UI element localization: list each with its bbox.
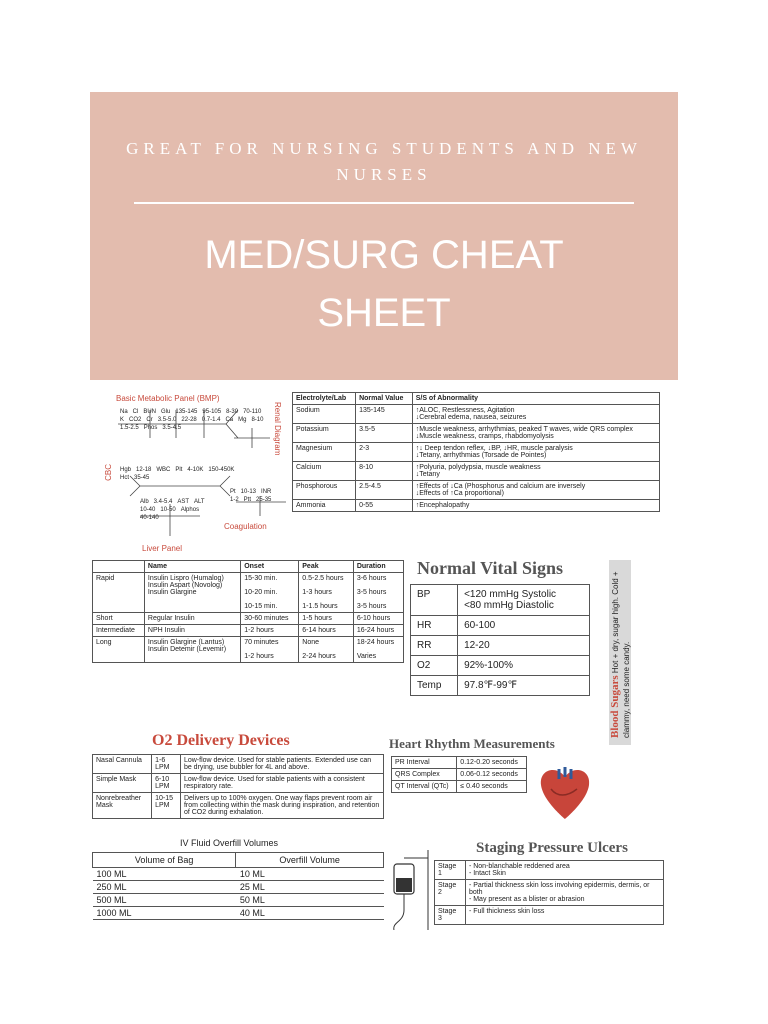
ulcer-row — [435, 861, 664, 880]
electrolyte-cell: ↑ALOC, Restlessness, Agitation ↓Cerebral edema, nausea, seizures — [412, 405, 659, 424]
vital-cell: O2 — [411, 656, 458, 676]
iv-header: Volume of Bag — [93, 853, 236, 868]
iv-header: Overfill Volume — [236, 853, 384, 868]
iv-cell: 100 ML — [93, 868, 236, 881]
vital-signs-table — [410, 584, 590, 696]
iv-cell: 250 ML — [93, 881, 236, 894]
bmp-value: Phos — [143, 425, 158, 431]
liver-values — [140, 498, 220, 522]
insulin-cell: 3-6 hours 3-5 hours 3-5 hours — [353, 573, 403, 613]
cheat-sheet — [90, 380, 678, 932]
electrolyte-cell: 2.5-4.5 — [356, 481, 413, 500]
iv-row — [93, 907, 384, 920]
title-line-2: SHEET — [317, 291, 451, 335]
cbc-value: Hgb — [120, 467, 132, 473]
electrolyte-cell: 2-3 — [356, 443, 413, 462]
bmp-value: 3.5-4.5 — [162, 425, 182, 431]
o2-device-cell: Delivers up to 100% oxygen. One way flaps prevent room air from collecting within the mask during inspiration, and retention of CO2 during exhalation. — [180, 793, 383, 819]
insulin-header: Name — [144, 561, 240, 573]
heart-rhythm-table — [391, 756, 527, 793]
pressure-ulcers-title: Staging Pressure Ulcers — [476, 840, 628, 856]
insulin-row — [93, 625, 404, 637]
bmp-value: 95-105 — [202, 409, 222, 415]
insulin-header — [93, 561, 145, 573]
insulin-row — [93, 613, 404, 625]
o2-device-row — [93, 774, 384, 793]
electrolyte-cell: ↑↓ Deep tendon reflex, ↓BP, ↓HR, muscle paralysis ↓Tetany, arrhythmias (Torsade de Pointes) — [412, 443, 659, 462]
bmp-value: Ca — [225, 417, 234, 423]
heart-icon — [537, 763, 593, 823]
vital-row — [411, 676, 590, 696]
bmp-value: 8-30 — [226, 409, 239, 415]
electrolyte-row — [293, 443, 660, 462]
bmp-value: 8-10 — [251, 417, 264, 423]
bmp-value: BUN — [143, 409, 157, 415]
ulcer-cell: Stage 1 — [435, 861, 466, 880]
iv-cell: 50 ML — [236, 894, 384, 907]
bmp-value: 3.5-5.0 — [157, 417, 177, 423]
electrolyte-row — [293, 424, 660, 443]
vital-cell: RR — [411, 636, 458, 656]
electrolyte-table — [292, 392, 660, 512]
bmp-value: Cr — [146, 417, 153, 423]
cbc-value: 4-10K — [187, 467, 204, 473]
cbc-value: 150-450K — [208, 467, 235, 473]
liver-value: 10-50 — [160, 507, 176, 513]
electrolyte-cell: Magnesium — [293, 443, 356, 462]
electrolyte-cell: ↑Encephalopathy — [412, 500, 659, 512]
electrolyte-header: Electrolyte/Lab — [293, 393, 356, 405]
cbc-value: 35-45 — [134, 475, 150, 481]
insulin-table — [92, 560, 404, 663]
electrolyte-cell: 8-10 — [356, 462, 413, 481]
liver-value: ALT — [194, 499, 205, 505]
vital-cell: BP — [411, 585, 458, 616]
bmp-value: 1.5-2.5 — [120, 425, 139, 431]
o2-device-cell: Nonrebreather Mask — [93, 793, 152, 819]
electrolyte-cell: Sodium — [293, 405, 356, 424]
o2-device-cell: 6-10 LPM — [152, 774, 181, 793]
insulin-cell: None 2-24 hours — [299, 637, 354, 663]
bmp-value: 70-110 — [243, 409, 262, 415]
ulcer-cell: - Non-blanchable reddened area - Intact Skin — [465, 861, 663, 880]
o2-device-cell: Simple Mask — [93, 774, 152, 793]
insulin-row — [93, 637, 404, 663]
iv-cell: 25 ML — [236, 881, 384, 894]
rhythm-cell: PR Interval — [392, 757, 457, 769]
insulin-cell: 15-30 min. 10-20 min. 10-15 min. — [241, 573, 299, 613]
insulin-header: Duration — [353, 561, 403, 573]
tagline: GREAT FOR NURSING STUDENTS AND NEW NURSES — [126, 139, 642, 184]
iv-row — [93, 894, 384, 907]
o2-device-cell: 1-6 LPM — [152, 755, 181, 774]
iv-row — [93, 868, 384, 881]
rhythm-row — [392, 757, 527, 769]
insulin-cell: Intermediate — [93, 625, 145, 637]
ulcer-cell: Stage 3 — [435, 906, 466, 925]
o2-device-cell: 10-15 LPM — [152, 793, 181, 819]
rhythm-row — [392, 769, 527, 781]
insulin-cell: Short — [93, 613, 145, 625]
coag-value: 10-13 — [240, 489, 257, 495]
cbc-value: Hct — [120, 475, 129, 481]
insulin-header: Onset — [241, 561, 299, 573]
o2-device-cell: Low-flow device. Used for stable patients. Extended use can be drying, use bubbler for 4L and above. — [180, 755, 383, 774]
coag-value: Pt — [230, 489, 236, 495]
ulcer-row — [435, 880, 664, 906]
o2-device-row — [93, 793, 384, 819]
vital-cell: 92%-100% — [458, 656, 590, 676]
coag-value: Ptt — [243, 497, 252, 503]
insulin-cell: Insulin Lispro (Humalog) Insulin Aspart (Novolog) Insulin Glargine — [144, 573, 240, 613]
o2-devices-title: O2 Delivery Devices — [152, 732, 290, 749]
insulin-cell: 1-2 hours — [241, 625, 299, 637]
renal-diagram-label: Renal Diagram — [273, 402, 282, 456]
vital-cell: 12-20 — [458, 636, 590, 656]
rhythm-row — [392, 781, 527, 793]
bmp-value: K — [120, 417, 125, 423]
insulin-cell: 0.5-2.5 hours 1-3 hours 1-1.5 hours — [299, 573, 354, 613]
o2-device-row — [93, 755, 384, 774]
blood-sugar-note — [610, 558, 632, 738]
liver-value: AST — [177, 499, 190, 505]
bmp-value: Cl — [132, 409, 139, 415]
insulin-cell: 70 minutes 1-2 hours — [241, 637, 299, 663]
insulin-cell: Rapid — [93, 573, 145, 613]
insulin-cell: 6-14 hours — [299, 625, 354, 637]
vital-signs-title: Normal Vital Signs — [417, 558, 564, 578]
header-banner — [90, 92, 678, 380]
electrolyte-cell: 135-145 — [356, 405, 413, 424]
cbc-label: CBC — [104, 464, 113, 481]
electrolyte-cell: Ammonia — [293, 500, 356, 512]
blood-sugar-title: Blood Sugars — [609, 675, 621, 738]
vital-cell: <120 mmHg Systolic <80 mmHg Diastolic — [458, 585, 590, 616]
blood-sugar-text: Hot + dry, sugar high. Cold + clammy, need some candy. — [611, 571, 631, 738]
o2-device-cell: Low-flow device. Used for stable patients with a consistent respiratory rate. — [180, 774, 383, 793]
insulin-cell: Insulin Glargine (Lantus) Insulin Detemir (Levemir) — [144, 637, 240, 663]
electrolyte-cell: ↑Effects of ↓Ca (Phosphorus and calcium are inversely ↓Effects of ↑Ca proportional) — [412, 481, 659, 500]
liver-panel-label: Liver Panel — [142, 544, 183, 553]
pressure-ulcers-table — [434, 860, 664, 925]
electrolyte-cell: 3.5-5 — [356, 424, 413, 443]
iv-row — [93, 881, 384, 894]
iv-cell: 40 ML — [236, 907, 384, 920]
iv-overfill-table — [92, 852, 384, 920]
iv-cell: 1000 ML — [93, 907, 236, 920]
vital-row — [411, 636, 590, 656]
liver-value: 3.4-5.4 — [153, 499, 173, 505]
divider — [134, 202, 634, 204]
vital-cell: HR — [411, 616, 458, 636]
electrolyte-cell: 0-55 — [356, 500, 413, 512]
electrolyte-cell: Potassium — [293, 424, 356, 443]
electrolyte-row — [293, 481, 660, 500]
insulin-cell: Long — [93, 637, 145, 663]
o2-device-cell: Nasal Cannula — [93, 755, 152, 774]
liver-value: 10-40 — [140, 507, 156, 513]
iv-bag-icon — [390, 850, 434, 930]
liver-value: 40-140 — [140, 515, 159, 521]
cbc-value: WBC — [156, 467, 171, 473]
insulin-cell: 16-24 hours — [353, 625, 403, 637]
vital-cell: 60-100 — [458, 616, 590, 636]
liver-value: Alphos — [180, 507, 200, 513]
iv-cell: 10 ML — [236, 868, 384, 881]
insulin-cell: 18-24 hours Varies — [353, 637, 403, 663]
electrolyte-header: S/S of Abnormality — [412, 393, 659, 405]
bmp-value: 0.7-1.4 — [201, 417, 221, 423]
coag-value: 25-35 — [256, 497, 272, 503]
ulcer-cell: - Full thickness skin loss — [465, 906, 663, 925]
insulin-header: Peak — [299, 561, 354, 573]
cbc-values — [120, 466, 240, 482]
vital-row — [411, 585, 590, 616]
bmp-value: 22-28 — [181, 417, 197, 423]
electrolyte-cell: ↑Muscle weakness, arrhythmias, peaked T waves, wide QRS complex ↓Muscle weakness, cramps, rhabdomyolysis — [412, 424, 659, 443]
electrolyte-cell: Phosphorous — [293, 481, 356, 500]
bmp-values — [120, 408, 270, 432]
coag-value: INR — [261, 489, 272, 495]
cbc-value: 12-18 — [136, 467, 152, 473]
ulcer-cell: - Partial thickness skin loss involving epidermis, dermis, or both - May present as a blister or abrasion — [465, 880, 663, 906]
title-line-1: MED/SURG CHEAT — [204, 233, 564, 277]
rhythm-cell: 0.06-0.12 seconds — [457, 769, 527, 781]
coagulation-label: Coagulation — [224, 522, 267, 531]
bmp-value: CO2 — [129, 417, 142, 423]
electrolyte-cell: Calcium — [293, 462, 356, 481]
insulin-cell: 30-60 minutes — [241, 613, 299, 625]
insulin-row — [93, 573, 404, 613]
rhythm-cell: 0.12-0.20 seconds — [457, 757, 527, 769]
rhythm-cell: ≤ 0.40 seconds — [457, 781, 527, 793]
vital-cell: Temp — [411, 676, 458, 696]
bmp-value: Glu — [161, 409, 171, 415]
electrolyte-header: Normal Value — [356, 393, 413, 405]
coag-values — [230, 488, 280, 504]
coag-value: 1-2 — [230, 497, 239, 503]
insulin-cell: 6-10 hours — [353, 613, 403, 625]
bmp-title: Basic Metabolic Panel (BMP) — [116, 394, 220, 403]
electrolyte-row — [293, 462, 660, 481]
vital-row — [411, 616, 590, 636]
rhythm-cell: QRS Complex — [392, 769, 457, 781]
iv-overfill-title: IV Fluid Overfill Volumes — [180, 838, 279, 848]
bmp-value: 135-145 — [175, 409, 198, 415]
electrolyte-row — [293, 500, 660, 512]
insulin-cell: NPH Insulin — [144, 625, 240, 637]
iv-cell: 500 ML — [93, 894, 236, 907]
heart-rhythm-title: Heart Rhythm Measurements — [389, 736, 555, 751]
electrolyte-row — [293, 405, 660, 424]
insulin-cell: 1-5 hours — [299, 613, 354, 625]
bmp-value: Mg — [238, 417, 247, 423]
vital-row — [411, 656, 590, 676]
vital-cell: 97.8℉-99℉ — [458, 676, 590, 696]
rhythm-cell: QT Interval (QTc) — [392, 781, 457, 793]
o2-devices-table — [92, 754, 384, 819]
bmp-value: Na — [120, 409, 128, 415]
ulcer-row — [435, 906, 664, 925]
liver-value: Alb — [140, 499, 149, 505]
insulin-cell: Regular Insulin — [144, 613, 240, 625]
ulcer-cell: Stage 2 — [435, 880, 466, 906]
cbc-value: Plt — [175, 467, 183, 473]
electrolyte-cell: ↑Polyuria, polydypsia, muscle weakness ↓Tetany — [412, 462, 659, 481]
page-title — [90, 226, 678, 342]
